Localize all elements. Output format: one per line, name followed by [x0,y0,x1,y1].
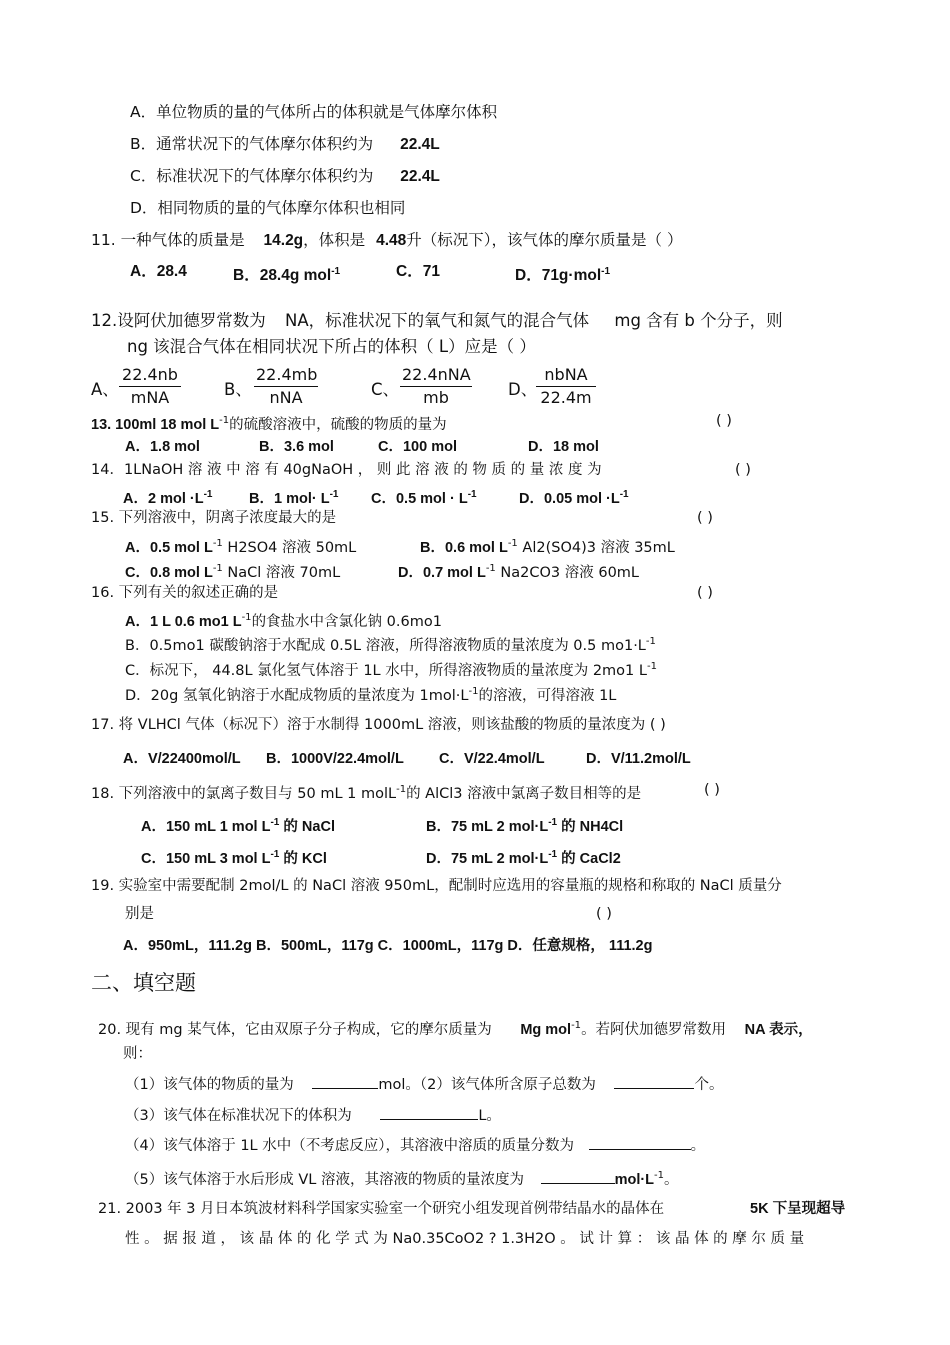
q12-option-a-fraction: 22.4nb mNA [119,365,181,408]
q18-stem: 18. 下列溶液中的氯离子数目与 50 mL 1 molL$^{-1}$的 AlCl3 溶液中氯离子数目相等的是 [91,784,642,802]
q12-option-c-label: C、 [371,380,400,399]
q12-option-d-label: D、 [508,380,538,399]
q18-option-c: C．150 mL 3 mol $L^{-1}$ 的 KCl [141,849,327,867]
q12-option-a-label: A、 [91,380,119,399]
q19-stem: 19. 实验室中需要配制 2mol/L 的 NaCl 溶液 950mL，配制时应选用的容量瓶的规格和称取的 NaCl 质量分 [91,878,782,894]
q20-blank-2[interactable] [614,1088,694,1089]
q13-answer-paren: ( ) [716,413,732,429]
q15-option-a: A．0.5 mol $L^{-1}$ H2SO4 溶液 50mL [125,538,357,556]
q11-option-a: A．28.4 [130,263,187,280]
q14-stem: 14．1LNaOH 溶 液 中 溶 有 40gNaOH ， 则 此 溶 液 的 物 质 的 量 浓 度 为 [91,462,602,478]
q14-option-b: B．1 $mol\cdot L^{-1}$ [249,489,339,507]
q18-option-b: B．75 mL 2 $mol\cdot L^{-1}$ 的 NH4Cl [426,817,624,835]
q12-option-d-fraction: nbNA 22.4m [536,365,596,408]
q17-option-d: D．V/11.2mol/L [586,751,691,767]
q21-stem-line1-end: 5K 下呈现超导 [750,1201,846,1217]
q16-option-a: A．1 L 0.6 mo1 $L^{-1}$的食盐水中含氯化钠 0.6mo1 [125,612,442,630]
q10-option-b: B．通常状况下的气体摩尔体积约为 22.4L [130,135,440,153]
q17-stem: 17. 将 VLHCl 气体（标况下）溶于水制得 1000mL 溶液，则该盐酸的物质的量浓度为 ( ) [91,717,666,733]
q16-option-c: C．标况下， 44.8L 氯化氢气体溶于 1L 水中，所得溶液物质的量浓度为 2mo1 $L^{-1}$ [125,661,657,679]
q15-option-c: C．0.8 mol $L^{-1}$ NaCl 溶液 70mL [125,563,341,581]
section-heading-fill-in: 二、填空题 [91,971,196,995]
q20-stem-line2: 则： [123,1046,152,1062]
q16-answer-paren: ( ) [697,585,713,601]
q13-option-c: C．100 mol [378,439,457,455]
q12-stem-line2: ng 该混合气体在相同状况下所占的体积（ L）应是（ ） [127,337,536,356]
q12-option-b-fraction: 22.4mb nNA [256,365,318,407]
q11-stem: 11. 一种气体的质量是 14.2g，体积是 4.48升（标况下），该气体的摩尔质量是（ ） [91,231,683,249]
q20-blank-5[interactable] [541,1183,615,1184]
q15-answer-paren: ( ) [697,510,713,526]
q11-option-d: D．71g·mol$^{-1}$ [515,266,611,285]
q16-stem: 16. 下列有关的叙述正确的是 [91,585,279,601]
q20-blank-4[interactable] [589,1149,691,1150]
q11-option-b: B．28.4g mol$^{-1}$ [233,266,341,285]
q14-option-d: D．0.05 mol $\cdot L^{-1}$ [519,489,629,507]
q18-option-d: D．75 mL 2 $mol\cdot L^{-1}$ 的 CaCl2 [426,849,621,867]
q10-option-d: D．相同物质的量的气体摩尔体积也相同 [130,199,406,217]
q19-options: A．950mL，111.2g B．500mL，117g C．1000mL，117g D．任意规格， 111.2g [123,938,653,954]
q20-part-4: （4）该气体溶于 1L 水中（不考虑反应），其溶液中溶质的质量分数为 。 [125,1138,706,1154]
q20-blank-1[interactable] [312,1088,378,1089]
q15-stem: 15. 下列溶液中，阴离子浓度最大的是 [91,510,337,526]
q13-option-b: B．3.6 mol [259,439,334,455]
q11-option-c: C．71 [396,263,440,280]
q15-option-b: B．0.6 mol $L^{-1}$ Al2(SO4)3 溶液 35mL [420,538,675,556]
q12-stem-line1: 12.设阿伏加德罗常数为 NA，标准状况下的氧气和氮气的混合气体 mg 含有 b 个分子，则 [91,311,783,330]
q14-option-c: C．0.5 mol · $L^{-1}$ [371,489,477,507]
q19-stem-line2: 别是 [125,906,154,922]
q20-blank-3[interactable] [380,1119,478,1120]
q17-option-c: C．V/22.4mol/L [439,751,545,767]
q18-option-a: A．150 mL 1 mol $L^{-1}$ 的 NaCl [141,817,335,835]
q16-option-d: D．20g 氢氧化钠溶于水配成物质的量浓度为 $1mol\cdot L^{-1}$的溶液，可得溶液 1L [125,686,617,704]
q16-option-b: B．0.5mo1 碳酸钠溶于水配成 0.5L 溶液，所得溶液物质的量浓度为 0.5 $mo1\cdot L^{-1}$ [125,636,656,654]
q17-option-b: B．1000V/22.4mol/L [266,751,404,767]
q20-part-1-2: （1）该气体的物质的量为 mol。（2）该气体所含原子总数为 个。 [125,1077,724,1093]
q19-answer-paren: ( ) [596,906,612,922]
q14-option-a: A．2 mol $\cdot L^{-1}$ [123,489,213,507]
q10-option-a: A．单位物质的量的气体所占的体积就是气体摩尔体积 [130,103,498,121]
q14-answer-paren: ( ) [735,462,751,478]
q21-stem-line2: 性 。 据 报 道 ， 该 晶 体 的 化 学 式 为 Na0.35CoO2 ? 1.3H2O 。 试 计 算 ： 该 晶 体 的 摩 尔 质 量 [125,1231,805,1247]
q20-stem: 20. 现有 mg 某气体，它由双原子分子构成，它的摩尔质量为 Mg mol$^{-1}$。若阿伏加德罗常数用 NA 表示， [98,1020,813,1038]
q12-option-b-label: B、 [224,380,252,399]
q20-part-3: （3）该气体在标准状况下的体积为 L。 [125,1108,501,1124]
q13-option-a: A．1.8 mol [125,439,200,455]
q12-option-c-fraction: 22.4nNA mb [402,365,471,407]
q15-option-d: D．0.7 mol $L^{-1}$ Na2CO3 溶液 60mL [398,563,640,581]
q20-part-5: （5）该气体溶于水后形成 VL 溶液，其溶液的物质的量浓度为 $mol\cdot L^{-1}$。 [125,1170,679,1188]
q10-option-c: C．标准状况下的气体摩尔体积约为 22.4L [130,167,440,185]
q13-stem: 13. 100ml 18 mol $L^{-1}$的硫酸溶液中，硫酸的物质的量为 [91,415,447,433]
q18-answer-paren: ( ) [704,782,720,798]
q21-stem-line1: 21. 2003 年 3 月日本筑波材料科学国家实验室一个研究小组发现首例带结晶水的晶体在 [98,1201,665,1217]
q13-option-d: D．18 mol [528,439,599,455]
q17-option-a: A．V/22400mol/L [123,751,241,767]
